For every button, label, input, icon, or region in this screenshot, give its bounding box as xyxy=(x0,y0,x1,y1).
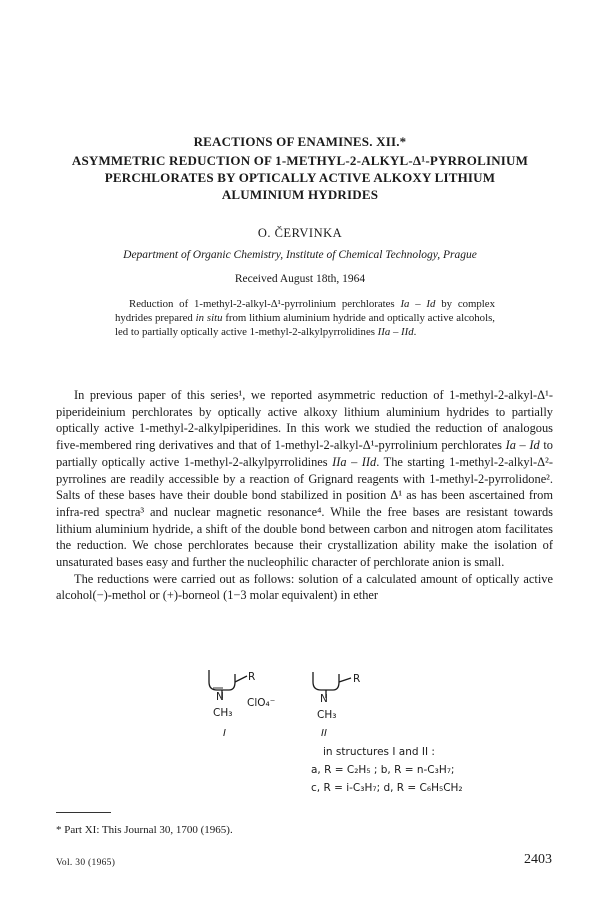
title-line-1: REACTIONS OF ENAMINES. XII.* xyxy=(193,134,407,149)
nitrogen-atom: N xyxy=(216,691,224,703)
volume-info: Vol. 30 (1965) xyxy=(56,858,116,868)
abstract-symbol: Ia – Id xyxy=(400,298,436,310)
abstract-text: from lithium aluminium hydride and optically active alcohols, led to partially optically active 1-methyl-2-alkylpyrrolidines xyxy=(115,312,495,339)
structure-diagram xyxy=(195,668,395,748)
perchlorate-anion: ClO₄⁻ xyxy=(247,697,276,709)
affiliation: Department of Organic Chemistry, Institute of Chemical Technology, Prague xyxy=(123,249,477,261)
title-line-3: PERCHLORATES BY OPTICALLY ACTIVE ALKOXY LITHIUM xyxy=(104,170,496,185)
author: O. ČERVINKA xyxy=(257,226,343,240)
structure-legend-line-2: a, R = C₂H₅ ; b, R = n-C₃H₇; xyxy=(311,764,455,776)
paragraph-1 xyxy=(56,387,553,571)
paragraph-text: to partially optically active 1-methyl-2-alkylpyrrolidines xyxy=(56,438,553,469)
label-i: I xyxy=(223,728,226,739)
structure-legend-line-1: in structures I and II : xyxy=(323,746,435,758)
footnote: * Part XI: This Journal 30, 1700 (1965). xyxy=(56,824,233,836)
footnote-rule xyxy=(56,812,111,813)
paragraph-text: . The starting 1-methyl-2-alkyl-Δ²-pyrrolines are readily accessible by a reaction of Grignard reagents with 1-methyl-2-pyrrolidone². Salts of these bases have their double bond stabilized in position Δ¹ as has been ascertained from infra-red spectra³ and nuclear magnetic resonance⁴. While the free bases are resistant towards lithium aluminium hydride, a shift of the double bond between carbon and nitrogen atom facilitates the reduction. We chose perchlorates because their crystallization ability make the isolation of unsaturated bases easy and further the nucleophilic character of perchlorate anion is small. xyxy=(56,454,553,570)
substituent-r: R xyxy=(353,673,361,685)
compound-symbol: Ia – Id xyxy=(505,438,540,453)
methyl-group: CH₃ xyxy=(317,709,337,721)
structure-ii xyxy=(313,672,351,698)
paragraph-2: The reductions were carried out as follows: solution of a calculated amount of optically active alcohol(−)-methol or (+)-borneol (1−3 molar equivalent) in ether xyxy=(56,571,553,603)
nitrogen-atom: N xyxy=(320,693,328,705)
label-ii: II xyxy=(321,728,327,739)
title-line-4: ALUMINIUM HYDRIDES xyxy=(221,187,379,202)
received-date: Received August 18th, 1964 xyxy=(234,273,366,285)
structure-legend-line-3: c, R = i-C₃H₇; d, R = C₆H₅CH₂ xyxy=(311,782,463,794)
substituent-r: R xyxy=(248,671,256,683)
title-line-2: ASYMMETRIC REDUCTION OF 1-METHYL-2-ALKYL-Δ¹-PYRROLINIUM xyxy=(71,153,529,168)
abstract xyxy=(115,297,495,340)
abstract-symbol: in situ xyxy=(195,312,223,325)
body-text xyxy=(56,387,553,604)
structure-i xyxy=(209,670,247,698)
abstract-text: by complex hydrides prepared xyxy=(115,298,495,325)
paragraph-text: In previous paper of this series¹, we reported asymmetric reduction of 1-methyl-2-alkyl-Δ¹-piperideinium perchlorates by optically active alkoxy lithium aluminium hydrides to partially optically active 1-methyl-2-alkylpiperidines. In this work we studied the reduction of analogous five-membered ring derivatives and that of 1-methyl-2-alkyl-Δ¹-pyrrolinium perchlorates xyxy=(56,388,553,453)
abstract-text: Reduction of 1-methyl-2-alkyl-Δ¹-pyrrolinium perchlorates xyxy=(129,298,401,310)
page-number: 2403 xyxy=(524,852,552,867)
abstract-symbol: IIa – IId xyxy=(377,326,414,339)
methyl-group: CH₃ xyxy=(213,707,233,719)
compound-symbol: IIa – IId xyxy=(332,454,377,469)
abstract-text: . xyxy=(413,326,417,339)
